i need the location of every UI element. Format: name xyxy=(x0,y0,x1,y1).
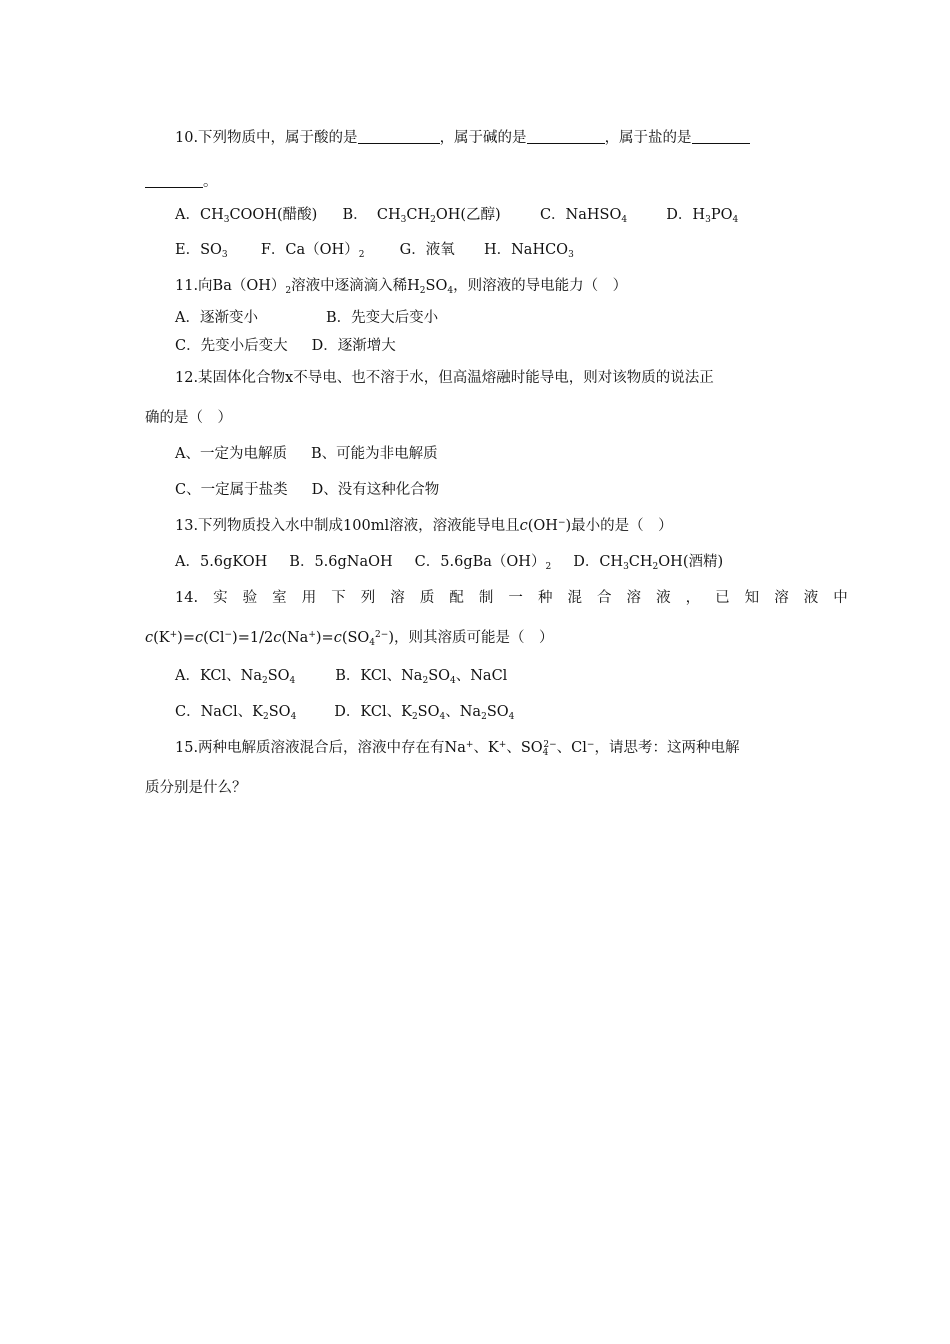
q14-options-row1 xyxy=(175,666,507,686)
q13-options xyxy=(175,552,723,572)
q11-option-b: B．先变大后变小 xyxy=(325,310,439,326)
q12-option-c: C、一定属于盐类 xyxy=(175,482,288,498)
q14-stem-cont: $c(K^+)=c(Cl^-)=1/2c(Na^+)=c(SO_4^{2-})$，则其溶质可能是（ ） xyxy=(145,630,554,648)
answer-blank xyxy=(145,173,203,188)
q10-option-f: F．$Ca(OH)_2$ xyxy=(260,242,365,260)
q10-option-e: E．$SO_3$ xyxy=(175,242,228,260)
q12-options-row1 xyxy=(175,444,438,464)
q12-options-row2 xyxy=(175,480,439,500)
q13-option-d: D．$CH_3CH_2OH$(酒精) xyxy=(573,554,724,572)
q12-option-b: B、可能为非电解质 xyxy=(310,446,438,462)
q12-stem: 12.某固体化合物x不导电、也不溶于水，但高温熔融时能导电，则对该物质的说法正 xyxy=(175,370,714,386)
q10-option-b: B． $CH_3CH_2OH$(乙醇) xyxy=(342,207,501,225)
q11-option-a: A．逐渐变小 xyxy=(175,310,258,326)
q10-option-g: G．液氧 xyxy=(399,242,455,258)
q14-options-row2 xyxy=(175,702,514,722)
q12-stem-cont: 确的是（ ） xyxy=(145,410,232,426)
answer-blank xyxy=(358,129,440,144)
q11-option-d: D．逐渐增大 xyxy=(311,338,396,354)
q11-option-c: C．先变小后变大 xyxy=(175,338,288,354)
q12-option-d: D、没有这种化合物 xyxy=(311,482,440,498)
q10-stem: 10.下列物质中，属于酸的是 ，属于碱的是 ，属于盐的是 xyxy=(175,128,750,148)
q10-stem-cont: 。 xyxy=(145,172,218,192)
q10-option-a: A．$CH_3COOH$(醋酸) xyxy=(175,207,318,225)
q14-stem: 14. 实 验 室 用 下 列 溶 质 配 制 一 种 混 合 溶 液 ， 已 知 溶 液 中 xyxy=(175,590,848,606)
answer-blank xyxy=(692,129,750,144)
q14-option-c: C．NaCl、$K_2SO_4$ xyxy=(175,704,297,722)
q15-stem: 15.两种电解质溶液混合后，溶液中存在有Na+、K+、$SO_4^{2-}$、Cl−，请思考：这两种电解 xyxy=(175,740,740,758)
q15-stem-cont: 质分别是什么？ xyxy=(145,780,247,796)
q13-option-b: B．5.6gNaOH xyxy=(289,554,393,570)
answer-blank xyxy=(527,129,605,144)
q10-option-d: D．$H_3PO_4$ xyxy=(666,207,739,225)
q10-options-row1 xyxy=(175,205,738,225)
q11-stem: 11.向$Ba(OH)_2$溶液中逐滴滴入稀$H_2SO_4$，则溶液的导电能力（ ） xyxy=(175,278,628,296)
q14-option-a: A．KCl、$Na_2SO_4$ xyxy=(175,668,296,686)
q10-option-h: H．NaHCO$_3$ xyxy=(483,242,574,260)
q13-stem: 13.下列物质投入水中制成100ml溶液，溶液能导电且c(OH−)最小的是（ ） xyxy=(175,518,673,534)
q11-options-row1 xyxy=(175,308,438,328)
q13-option-c: C．$5.6gBa(OH)_2$ xyxy=(414,554,552,572)
q10-options-row2 xyxy=(175,240,574,260)
q12-option-a: A、一定为电解质 xyxy=(175,446,287,462)
q10-option-c: C．NaHSO$_4$ xyxy=(539,207,628,225)
q13-option-a: A．5.6gKOH xyxy=(175,554,268,570)
q11-options-row2 xyxy=(175,336,396,356)
q14-option-b: B．KCl、$Na_2SO_4$、NaCl xyxy=(335,668,508,686)
q14-option-d: D．KCl、$K_2SO_4$、$Na_2SO_4$ xyxy=(334,704,515,722)
